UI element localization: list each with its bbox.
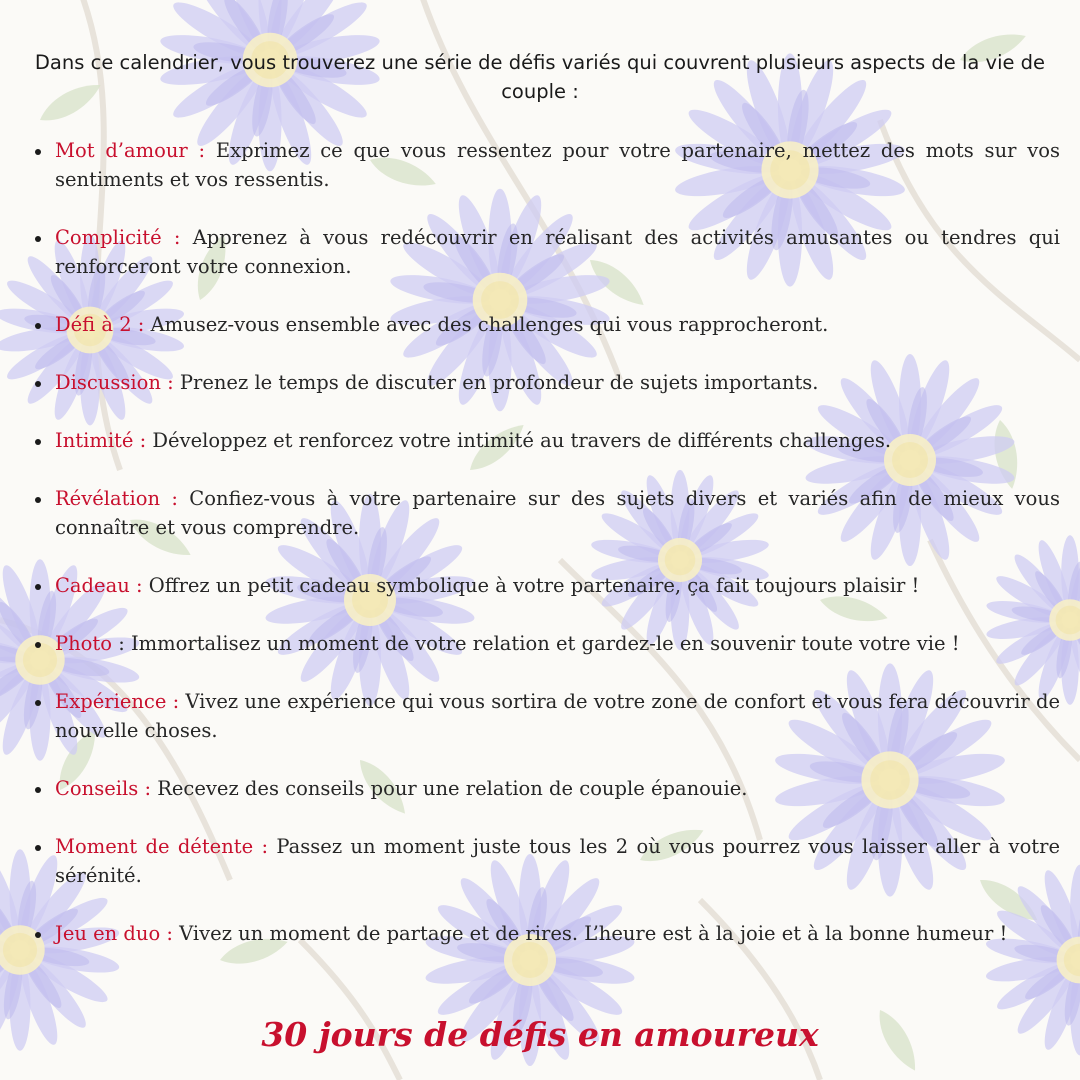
list-item-cadeau — [55, 571, 1060, 600]
item-label: Cadeau : — [55, 574, 143, 597]
item-label: Mot d’amour : — [55, 139, 206, 162]
list-item-mot-d-amour — [55, 136, 1060, 194]
bullet-icon — [35, 787, 41, 793]
item-text: Confiez-vous à votre partenaire sur des sujets divers et variés afin de mieux vous connaître et vous comprendre. — [55, 487, 1060, 539]
item-label: Complicité : — [55, 226, 181, 249]
bullet-icon — [35, 845, 41, 851]
item-text: Offrez un petit cadeau symbolique à votre partenaire, ça fait toujours plaisir ! — [142, 574, 920, 597]
item-text: Vivez une expérience qui vous sortira de votre zone de confort et vous fera découvrir de nouvelle choses. — [55, 690, 1060, 742]
list-item-photo — [55, 629, 1060, 658]
bullet-icon — [35, 439, 41, 445]
bullet-icon — [35, 642, 41, 648]
list-item-defi-a-2 — [55, 310, 1060, 339]
item-text: Développez et renforcez votre intimité au travers de différents challenges. — [146, 429, 892, 452]
item-label: Conseils : — [55, 777, 152, 800]
item-label: Photo — [55, 632, 112, 655]
item-label: Révélation : — [55, 487, 178, 510]
item-text: Passez un moment juste tous les 2 où vous pourrez vous laisser aller à votre sérénité. — [55, 835, 1061, 887]
bullet-icon — [35, 700, 41, 706]
list-item-complicite — [55, 223, 1060, 281]
bullet-icon — [35, 932, 41, 938]
item-label: Moment de détente : — [55, 835, 269, 858]
bullet-icon — [35, 497, 41, 503]
bullet-icon — [35, 323, 41, 329]
bullet-icon — [35, 236, 41, 242]
item-label: Intimité : — [55, 429, 147, 452]
item-text: Amusez-vous ensemble avec des challenges qui vous rapprocheront. — [144, 313, 829, 336]
item-text: Recevez des conseils pour une relation de couple épanouie. — [151, 777, 748, 800]
item-text: Exprimez ce que vous ressentez pour votre partenaire, mettez des mots sur vos sentiments et vos ressentis. — [55, 139, 1060, 191]
list-item-conseils — [55, 774, 1060, 803]
item-label: Expérience : — [55, 690, 180, 713]
bullet-icon — [35, 584, 41, 590]
item-text: Apprenez à vous redécouvrir en réalisant des activités amusantes ou tendres qui renforceront votre connexion. — [55, 226, 1060, 278]
bullet-icon — [35, 381, 41, 387]
item-label: Discussion : — [55, 371, 174, 394]
list-item-discussion — [55, 368, 1060, 397]
bullet-icon — [35, 149, 41, 155]
list-item-intimite — [55, 426, 1060, 455]
intro-text: Dans ce calendrier, vous trouverez une série de défis variés qui couvrent plusieurs aspects de la vie de couple : — [34, 51, 1046, 103]
item-text: Vivez un moment de partage et de rires. L’heure est à la joie et à la bonne humeur ! — [172, 922, 1008, 945]
list-item-revelation — [55, 484, 1060, 542]
list-item-experience — [55, 687, 1060, 745]
item-label: Défi à 2 : — [55, 313, 145, 336]
item-label: Jeu en duo : — [55, 922, 173, 945]
item-text: : Immortalisez un moment de votre relation et gardez-le en souvenir toute votre vie ! — [112, 632, 960, 655]
item-text: Prenez le temps de discuter en profondeur de sujets importants. — [173, 371, 819, 394]
list-item-moment-de-detente — [55, 832, 1060, 890]
list-item-jeu-en-duo — [55, 919, 1060, 948]
footer-title: 30 jours de défis en amoureux — [261, 1015, 819, 1054]
